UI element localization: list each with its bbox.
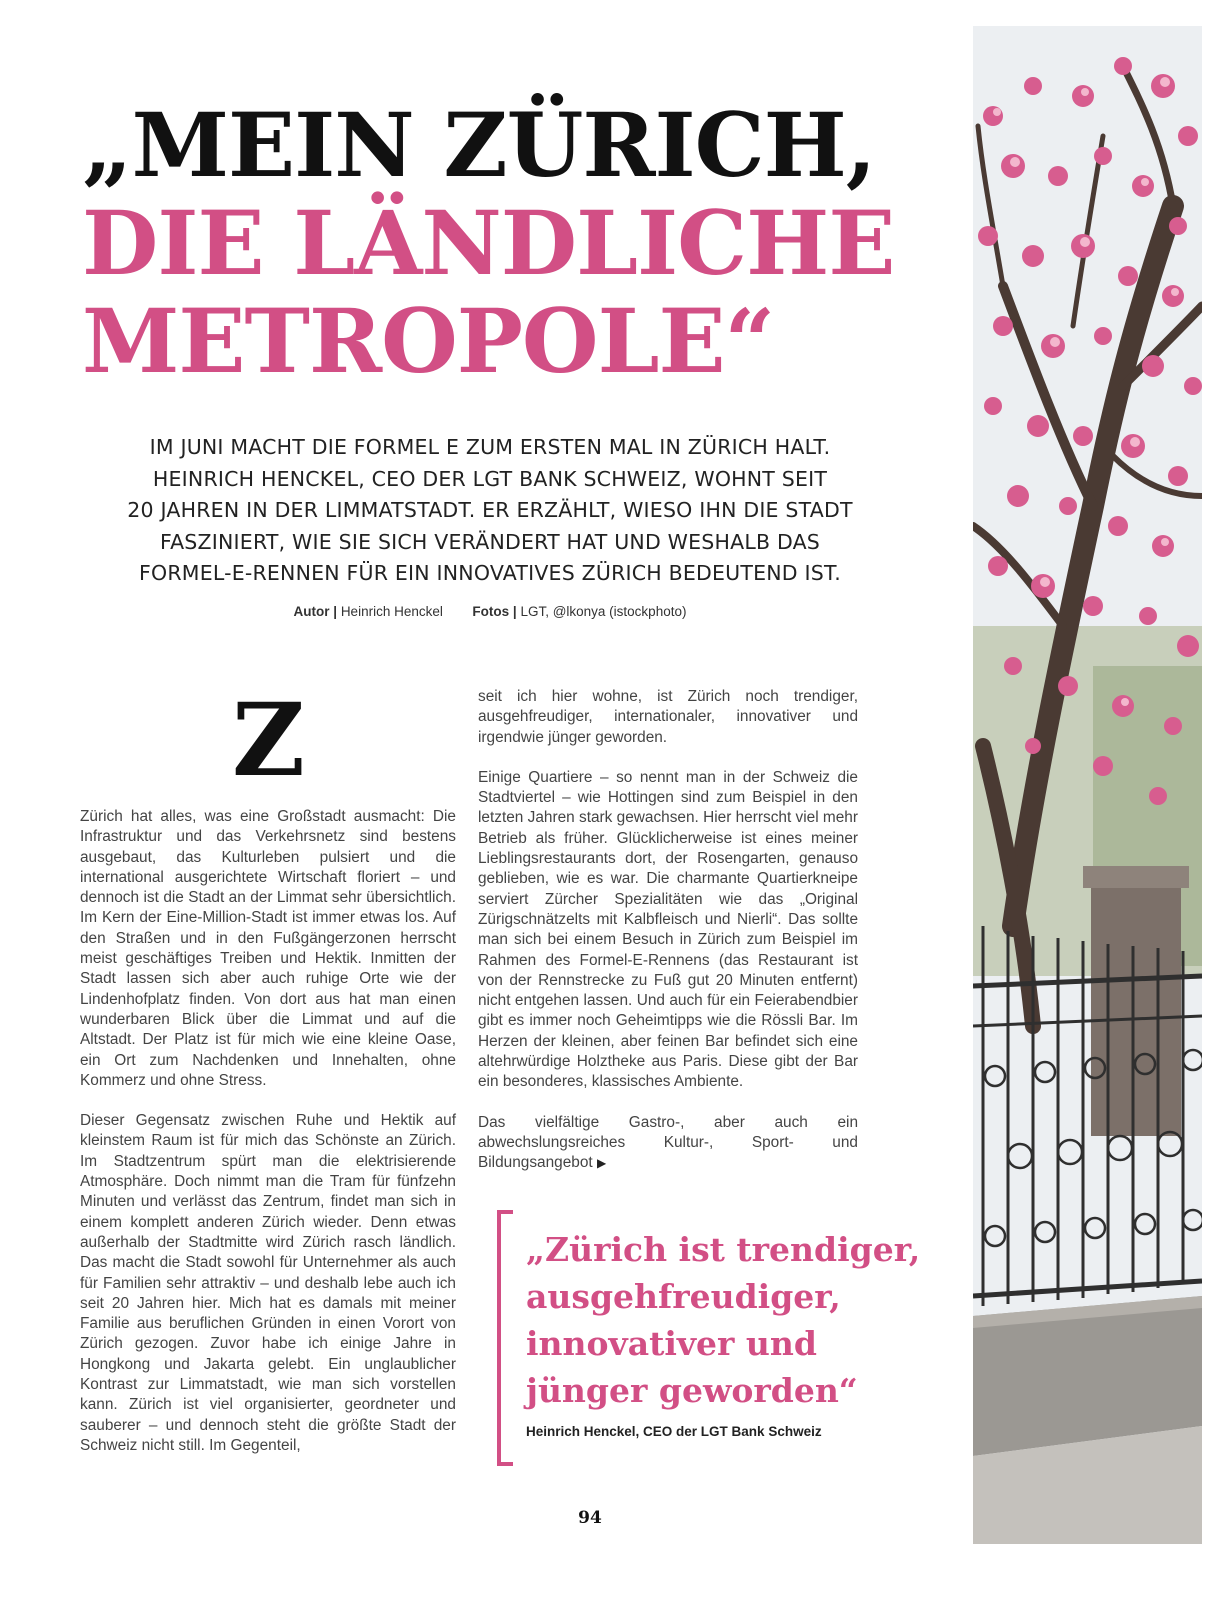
- pullquote-source: Heinrich Henckel, CEO der LGT Bank Schweiz: [526, 1424, 822, 1439]
- article-paragraph-text: Das vielfältige Gastro-, aber auch ein abwechslungsreiches Kultur-, Sport- und Bildungsangebot: [478, 1113, 858, 1172]
- author-label: Autor |: [293, 604, 338, 619]
- credits: [70, 604, 910, 619]
- lead-line: 20 JAHREN IN DER LIMMATSTADT. ER ERZÄHLT, WIESO IHN DIE STADT: [127, 498, 853, 522]
- drop-cap: Z: [232, 681, 305, 799]
- article-paragraph: seit ich hier wohne, ist Zürich noch trendiger, ausgehfreudiger, internationaler, innovativer und irgendwie jünger geworden.: [478, 688, 858, 746]
- headline-line-1: „MEIN ZÜRICH,: [82, 93, 876, 197]
- photo-illustration: [973, 26, 1202, 1544]
- article-paragraph: Zürich hat alles, was eine Großstadt ausmacht: Die Infrastruktur und das Verkehrsnetz sind bestens ausgebaut, das Kulturleben pulsiert und die international ausgerichtete Wirtschaft floriert – und dennoch ist die Stadt an der Limmat sehr übersichtlich. Im Kern der Eine-Million-Stadt ist immer etwas los. Auf den Straßen und in den Fußgängerzonen herrscht meist geschäftiges Treiben und Hektik. Inmitten der Stadt lassen sich aber auch ruhige Orte wie der Lindenhofplatz finden. Von dort aus hat man einen wunderbaren Blick über die Limmat und auf die Altstadt. Der Platz ist für mich wie eine kleine Oase, ein Ort zum Nachdenken und Innehalten, ohne Kommerz und ohne Stress.: [80, 808, 456, 1089]
- article-column-left: [80, 807, 456, 1476]
- pullquote-bracket: [497, 1210, 513, 1466]
- article-paragraph: Einige Quartiere – so nennt man in der Schweiz die Stadtviertel – wie Hottingen sind zum Beispiel in den letzten Jahren stark gewachsen. Hier herrscht viel mehr Betrieb als früher. Glücklicherweise ist eines meiner Lieblingsrestaurants dort, der Rosengarten, genauso geblieben, wie es war. Die charmante Quartierkneipe serviert Zürcher Spezialitäten wie das „Original Zürigschnätzelts mit Kalbfleisch und Nierli“. Das sollte man sich bei einem Besuch in Zürich zum Beispiel im Rahmen des Formel-E-Rennens (das Restaurant ist von der Rennstrecke zu Fuß gut 20 Minuten entfernt) nicht entgehen lassen. Und auch für ein Feierabendbier gibt es immer noch Geheimtipps wie die Rössli Bar. Im Herzen der kleinen, aber feinen Bar befindet sich eine altehrwürdige Holztheke aus Paris. Diese gibt der Bar ein besonderes, klassisches Ambiente.: [478, 768, 858, 1091]
- lead-line: HEINRICH HENCKEL, CEO DER LGT BANK SCHWEIZ, WOHNT SEIT: [152, 466, 828, 491]
- lead-line: FORMEL-E-RENNEN FÜR EIN INNOVATIVES ZÜRICH BEDEUTEND IST.: [139, 561, 841, 585]
- article-paragraph: Dieser Gegensatz zwischen Ruhe und Hektik auf kleinstem Raum ist für mich das Schönste an Zürich. Im Stadtzentrum spürt man die elektrisierende Atmosphäre. Doch nimmt man die Tram für fünfzehn Minuten und verlässt das Zentrum, findet man sich in einem komplett anderen Zürich wieder. Denn etwas außerhalb der Stadtmitte wird Zürich rasch ländlich. Das macht die Stadt sowohl für Unternehmer als auch für Familien sehr attraktiv – und deshalb lebe auch ich seit 20 Jahren hier. Mich hat es damals mit meiner Familie aus beruflichen Gründen in einen Vorort von Zürich gezogen. Zuvor habe ich einige Jahre in Hongkong und Jakarta gelebt. Ein unglaublicher Kontrast zur Limmatstadt, wie man sich vorstellen kann. Zürich ist viel organisierter, geordneter und sauberer – und dennoch steht die größte Stadt der Schweiz nicht still. Im Gegenteil,: [80, 1112, 456, 1454]
- lead-line: IM JUNI MACHT DIE FORMEL E ZUM ERSTEN MAL IN ZÜRICH HALT.: [149, 435, 831, 459]
- lead-paragraph: [70, 432, 910, 590]
- photos-label: Fotos |: [472, 604, 517, 619]
- headline: [82, 93, 962, 393]
- lead-line: FASZINIERT, WIE SIE SICH VERÄNDERT HAT UND WESHALB DAS: [159, 529, 821, 554]
- article-paragraph-last: [478, 1113, 858, 1174]
- photos-credit: LGT, @lkonya (istockphoto): [520, 604, 687, 619]
- magnolia-fence-photo: [973, 26, 1202, 1544]
- headline-line-2: DIE LÄNDLICHE: [82, 191, 895, 295]
- continue-arrow-icon: ▶: [596, 1156, 607, 1171]
- headline-line-3: METROPOLE“: [82, 289, 775, 393]
- page-number: 94: [578, 1508, 602, 1528]
- article-column-right: [478, 687, 858, 1194]
- pullquote-text: „Zürich ist trendiger, ausgehfreudiger, innovativer und jünger geworden“: [526, 1230, 921, 1410]
- author-name: Heinrich Henckel: [340, 604, 443, 619]
